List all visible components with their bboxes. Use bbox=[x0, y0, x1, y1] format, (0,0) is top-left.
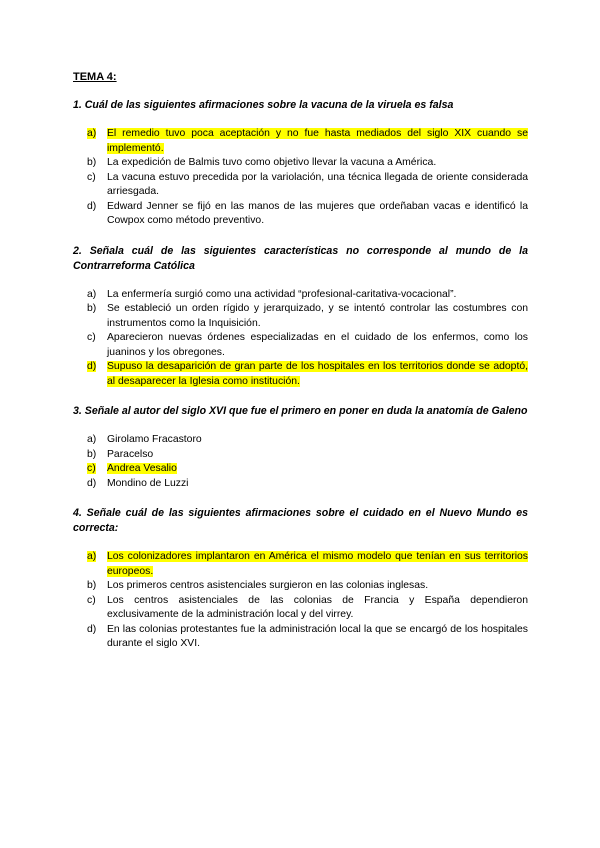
option-letter: b) bbox=[87, 303, 97, 314]
question-3-option-b bbox=[73, 448, 528, 463]
question-2-option-a bbox=[73, 288, 528, 303]
question-2-option-c bbox=[73, 331, 528, 360]
option-letter: a) bbox=[87, 288, 97, 300]
question-3-option-c bbox=[73, 462, 528, 477]
document-content bbox=[73, 70, 528, 667]
option-text: Los colonizadores implantaron en América el mismo modelo que tenían en sus territorios europeos. bbox=[107, 551, 528, 577]
option-letter: b) bbox=[87, 157, 97, 168]
option-letter: c) bbox=[87, 594, 96, 606]
option-letter: c) bbox=[87, 463, 96, 474]
section-title: TEMA 4: bbox=[73, 71, 117, 83]
option-text: Los primeros centros asistenciales surgieron en las colonias inglesas. bbox=[107, 580, 429, 591]
question-2-options bbox=[73, 288, 528, 390]
question-1-option-b bbox=[73, 156, 528, 171]
question-4-option-c bbox=[73, 594, 528, 623]
question-1-option-c bbox=[73, 171, 528, 200]
question-3-option-d bbox=[73, 477, 528, 492]
option-text: Mondino de Luzzi bbox=[107, 477, 189, 489]
option-letter: c) bbox=[87, 332, 96, 343]
question-3-option-a bbox=[73, 433, 528, 448]
question-4 bbox=[73, 506, 528, 652]
question-2 bbox=[73, 244, 528, 390]
option-text: Andrea Vesalio bbox=[107, 463, 177, 474]
option-letter: d) bbox=[87, 200, 97, 212]
option-letter: a) bbox=[87, 434, 97, 445]
question-4-text: 4. Señale cuál de las siguientes afirmaciones sobre el cuidado en el Nuevo Mundo es correcta: bbox=[73, 507, 528, 534]
option-text: Aparecieron nuevas órdenes especializadas en el cuidado de los enfermos, como los juaninos y los obregones. bbox=[107, 332, 528, 358]
option-text: El remedio tuvo poca aceptación y no fue hasta mediados del siglo XIX cuando se implementó. bbox=[107, 128, 528, 154]
option-letter: d) bbox=[87, 623, 97, 635]
option-letter: c) bbox=[87, 171, 96, 183]
option-text: La vacuna estuvo precedida por la variolación, una técnica llegada de oriente considerada arriesgada. bbox=[107, 171, 528, 197]
option-text: Los centros asistenciales de las colonias de Francia y España dependieron exclusivamente de la administración local y del virrey. bbox=[107, 594, 528, 620]
option-text: Girolamo Fracastoro bbox=[107, 434, 202, 445]
option-letter: a) bbox=[87, 551, 97, 562]
question-2-option-d bbox=[73, 360, 528, 389]
question-1 bbox=[73, 98, 528, 229]
question-3 bbox=[73, 404, 528, 491]
option-text: Supuso la desaparición de gran parte de los hospitales en los territorios donde se adoptó, al desaparecer la Iglesia como institución. bbox=[107, 361, 528, 387]
question-3-options bbox=[73, 433, 528, 491]
question-1-text: 1. Cuál de las siguientes afirmaciones sobre la vacuna de la viruela es falsa bbox=[73, 99, 454, 111]
question-1-option-a bbox=[73, 127, 528, 156]
option-text: La enfermería surgió como una actividad “profesional-caritativa-vocacional”. bbox=[107, 288, 457, 300]
option-letter: a) bbox=[87, 128, 97, 139]
question-1-option-d bbox=[73, 200, 528, 229]
question-2-option-b bbox=[73, 302, 528, 331]
option-letter: b) bbox=[87, 448, 97, 460]
option-letter: d) bbox=[87, 361, 97, 372]
option-text: En las colonias protestantes fue la administración local la que se encargó de los hospitales durante el siglo XVI. bbox=[107, 623, 528, 649]
question-1-options bbox=[73, 127, 528, 229]
question-2-text: 2. Señala cuál de las siguientes características no corresponde al mundo de la Contrarreforma Católica bbox=[73, 244, 528, 272]
question-4-option-b bbox=[73, 579, 528, 594]
option-letter: d) bbox=[87, 477, 97, 489]
option-letter: b) bbox=[87, 580, 97, 591]
question-4-options bbox=[73, 550, 528, 652]
option-text: Paracelso bbox=[107, 448, 154, 460]
question-4-option-a bbox=[73, 550, 528, 579]
option-text: Se estableció un orden rígido y jerarquizado, y se intentó controlar las costumbres con instrumentos como la Inquisición. bbox=[107, 303, 528, 329]
option-text: La expedición de Balmis tuvo como objetivo llevar la vacuna a América. bbox=[107, 157, 437, 168]
option-text: Edward Jenner se fijó en las manos de las mujeres que ordeñaban vacas e identificó la Cowpox como método preventivo. bbox=[107, 200, 528, 226]
question-3-text: 3. Señale al autor del siglo XVI que fue el primero en poner en duda la anatomía de Galeno bbox=[73, 405, 528, 417]
question-4-option-d bbox=[73, 623, 528, 652]
